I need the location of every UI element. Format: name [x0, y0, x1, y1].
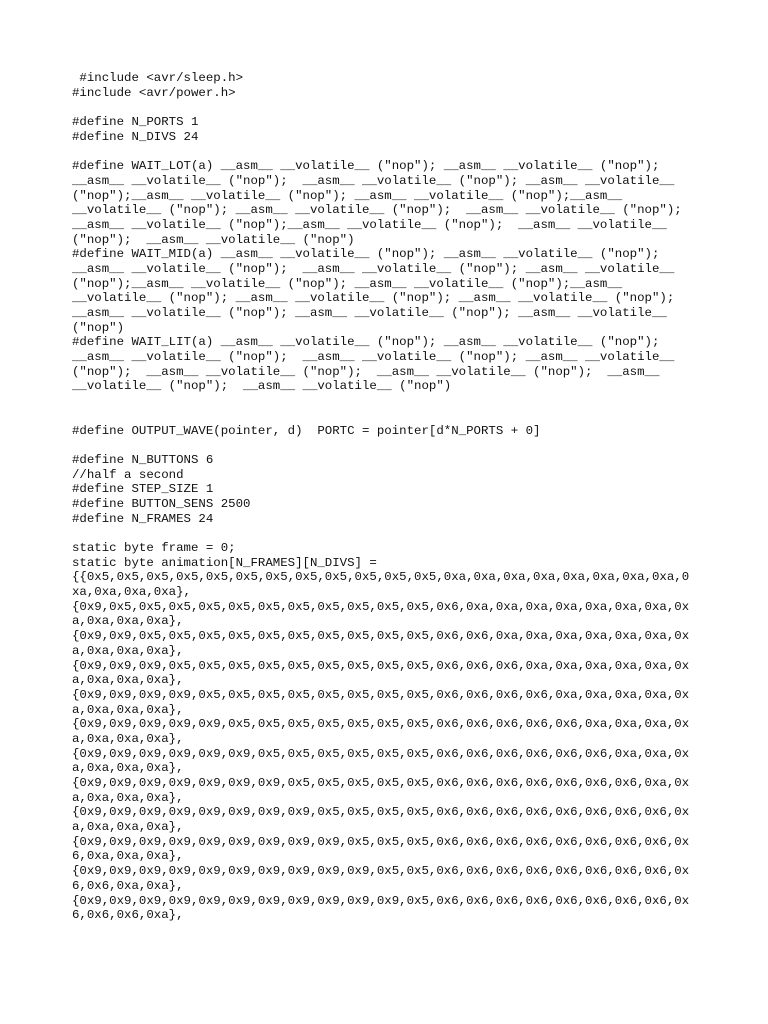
code-line: {0x9,0x9,0x9,0x9,0x9,0x9,0x9,0x5,0x5,0x5,0x5,0x5,0x6,0x6,0x6,0x6,0x6,0x6,0x6,0xa,0x	[72, 776, 690, 790]
code-line: a,0xa,0xa,0xa},	[72, 702, 184, 717]
code-line: __asm__ __volatile__ ("nop"); __asm__ __volatile__ ("nop"); __asm__ __volatile__	[72, 173, 675, 188]
code-line: 6,0x6,0x6,0xa},	[72, 908, 184, 923]
code-line: a,0xa,0xa,0xa},	[72, 820, 184, 835]
code-line	[72, 409, 702, 424]
code-line: {0x9,0x9,0x9,0x9,0x9,0x9,0x9,0x9,0x5,0x5,0x5,0x5,0x6,0x6,0x6,0x6,0x6,0x6,0x6,0x6,0x	[72, 805, 690, 820]
code-line	[72, 394, 702, 409]
code-line: __volatile__ ("nop"); __asm__ __volatile__ ("nop"); __asm__ __volatile__ ("nop");	[72, 203, 682, 218]
code-line: a,0xa,0xa,0xa},	[72, 731, 184, 746]
code-line: xa,0xa,0xa,0xa},	[72, 585, 191, 600]
code-line: {0x9,0x9,0x9,0x9,0x9,0x9,0x5,0x5,0x5,0x5,0x5,0x5,0x6,0x6,0x6,0x6,0x6,0x6,0xa,0xa,0x	[72, 746, 690, 761]
code-line: __asm__ __volatile__ ("nop"); __asm__ __volatile__ ("nop"); __asm__ __volatile__	[72, 261, 675, 276]
code-line	[72, 438, 702, 453]
code-line: a,0xa,0xa,0xa},	[72, 761, 184, 776]
code-line: 6,0x6,0xa,0xa},	[72, 878, 184, 893]
code-line	[72, 526, 702, 541]
code-line: ("nop"); __asm__ __volatile__ ("nop"); __asm__ __volatile__ ("nop"); __asm__	[72, 364, 660, 379]
code-line: #define N_DIVS 24	[72, 129, 199, 144]
code-line: ("nop");__asm__ __volatile__ ("nop"); __asm__ __volatile__ ("nop");__asm__	[72, 276, 623, 291]
code-line: {{0x5,0x5,0x5,0x5,0x5,0x5,0x5,0x5,0x5,0x5,0x5,0x5,0xa,0xa,0xa,0xa,0xa,0xa,0xa,0xa,0	[72, 570, 690, 585]
code-line: #define WAIT_LOT(a) __asm__ __volatile__ ("nop"); __asm__ __volatile__ ("nop");	[72, 159, 660, 174]
code-line: a,0xa,0xa,0xa},	[72, 643, 184, 658]
code-line: __volatile__ ("nop"); __asm__ __volatile__ ("nop")	[72, 379, 452, 394]
code-line: #define WAIT_MID(a) __asm__ __volatile__ ("nop"); __asm__ __volatile__ ("nop");	[72, 247, 660, 262]
code-line: a,0xa,0xa,0xa},	[72, 673, 184, 688]
code-line: {0x9,0x9,0x9,0x5,0x5,0x5,0x5,0x5,0x5,0x5,0x5,0x5,0x6,0x6,0x6,0xa,0xa,0xa,0xa,0xa,0x	[72, 658, 690, 673]
code-line: __asm__ __volatile__ ("nop"); __asm__ __volatile__ ("nop"); __asm__ __volatile__	[72, 306, 667, 320]
code-line: //half a second	[72, 467, 184, 482]
code-line: {0x9,0x5,0x5,0x5,0x5,0x5,0x5,0x5,0x5,0x5,0x5,0x5,0x6,0xa,0xa,0xa,0xa,0xa,0xa,0xa,0x	[72, 599, 690, 614]
code-line: static byte frame = 0;	[72, 541, 236, 555]
code-line: __asm__ __volatile__ ("nop");__asm__ __volatile__ ("nop"); __asm__ __volatile__	[72, 217, 667, 232]
code-line: ("nop");__asm__ __volatile__ ("nop"); __asm__ __volatile__ ("nop");__asm__	[72, 188, 623, 203]
code-line: ("nop")	[72, 320, 125, 335]
code-line: 6,0xa,0xa,0xa},	[72, 849, 184, 864]
code-line: #define N_PORTS 1	[72, 115, 199, 130]
code-line: {0x9,0x9,0x9,0x9,0x9,0x5,0x5,0x5,0x5,0x5,0x5,0x5,0x6,0x6,0x6,0x6,0x6,0xa,0xa,0xa,0x	[72, 717, 690, 732]
code-line: #define WAIT_LIT(a) __asm__ __volatile__ ("nop"); __asm__ __volatile__ ("nop");	[72, 335, 660, 350]
code-line: a,0xa,0xa,0xa},	[72, 614, 184, 629]
code-line: #define N_BUTTONS 6	[72, 452, 214, 467]
code-line: #include <avr/sleep.h>	[72, 71, 244, 85]
code-line: {0x9,0x9,0x9,0x9,0x5,0x5,0x5,0x5,0x5,0x5,0x5,0x5,0x6,0x6,0x6,0x6,0xa,0xa,0xa,0xa,0x	[72, 687, 690, 702]
code-document	[72, 71, 702, 923]
code-line: #define N_FRAMES 24	[72, 511, 214, 526]
code-line: {0x9,0x9,0x9,0x9,0x9,0x9,0x9,0x9,0x9,0x9,0x9,0x5,0x6,0x6,0x6,0x6,0x6,0x6,0x6,0x6,0x	[72, 893, 690, 908]
code-line: {0x9,0x9,0x5,0x5,0x5,0x5,0x5,0x5,0x5,0x5,0x5,0x5,0x6,0x6,0xa,0xa,0xa,0xa,0xa,0xa,0x	[72, 629, 690, 644]
code-line: #define OUTPUT_WAVE(pointer, d) PORTC = pointer[d*N_PORTS + 0]	[72, 423, 541, 438]
code-line	[72, 144, 702, 159]
code-line: {0x9,0x9,0x9,0x9,0x9,0x9,0x9,0x9,0x9,0x5,0x5,0x5,0x6,0x6,0x6,0x6,0x6,0x6,0x6,0x6,0x	[72, 834, 690, 849]
code-line: ("nop"); __asm__ __volatile__ ("nop")	[72, 232, 355, 247]
code-line: a,0xa,0xa,0xa},	[72, 790, 184, 805]
code-line: static byte animation[N_FRAMES][N_DIVS] =	[72, 555, 377, 570]
code-line: __asm__ __volatile__ ("nop"); __asm__ __volatile__ ("nop"); __asm__ __volatile__	[72, 350, 675, 365]
code-line	[72, 100, 702, 115]
code-line: #include <avr/power.h>	[72, 85, 236, 100]
code-line: #define STEP_SIZE 1	[72, 482, 214, 497]
code-line: __volatile__ ("nop"); __asm__ __volatile__ ("nop"); __asm__ __volatile__ ("nop");	[72, 291, 675, 306]
code-line: {0x9,0x9,0x9,0x9,0x9,0x9,0x9,0x9,0x9,0x9,0x5,0x5,0x6,0x6,0x6,0x6,0x6,0x6,0x6,0x6,0x	[72, 864, 690, 879]
code-line: #define BUTTON_SENS 2500	[72, 496, 251, 511]
